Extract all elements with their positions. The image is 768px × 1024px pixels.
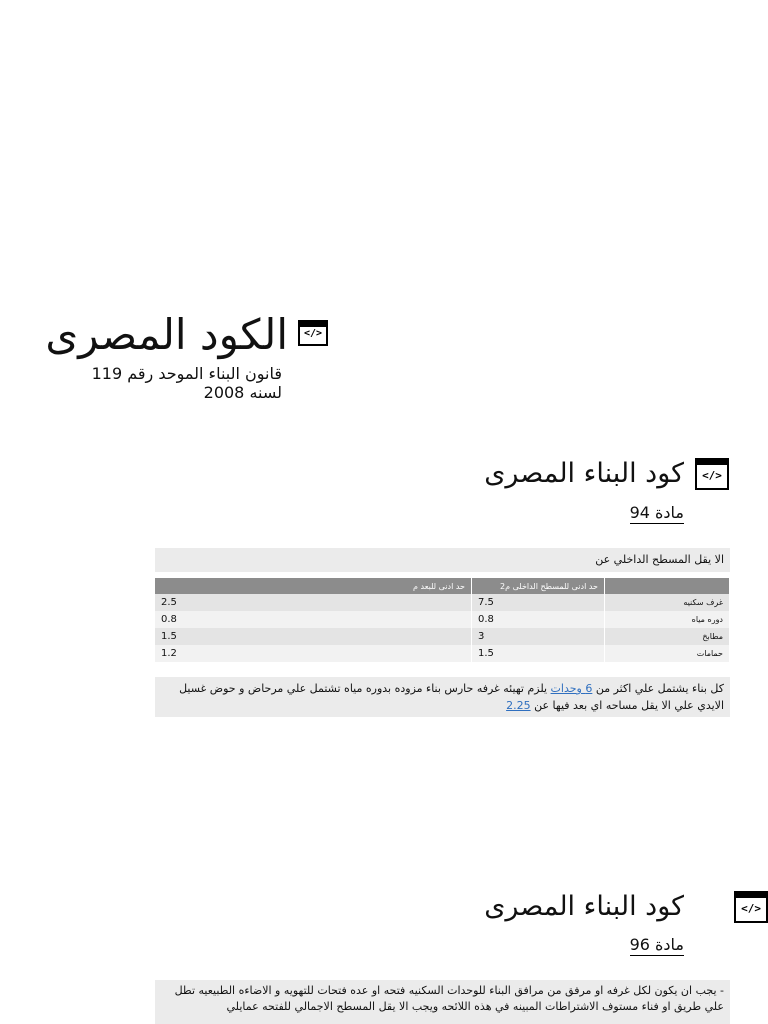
units-link[interactable]: 6 وحدات bbox=[550, 682, 593, 695]
table-cell: 0.8 bbox=[472, 611, 605, 628]
table-cell: 2.5 bbox=[155, 594, 472, 611]
table-cell: غرف سكنيه bbox=[605, 594, 730, 611]
table-cell: 1.5 bbox=[472, 645, 605, 662]
table-row bbox=[155, 628, 730, 645]
table-cell: 3 bbox=[472, 628, 605, 645]
cover-title-block bbox=[45, 310, 336, 360]
section2-text-line2: علي طريق او فناء مستوف الاشتراطات المبينه في هذه اللائحه ويجب الا يقل المسطح الاجمالي للفتحه عمايلي bbox=[226, 1000, 724, 1013]
section2-text-line1: - يجب ان يكون لكل غرفه او مرفق من مرافق البناء للوحدات السكنيه فتحه او عده فتحات للتهويه و الاضاءه الطبيعيه تطل bbox=[174, 984, 724, 997]
table-cell: 7.5 bbox=[472, 594, 605, 611]
section1-note-text-2: يلزم تهيئه غرفه حارس بناء مزوده بدوره مياه تشتمل علي مرحاض و حوض غسيل الايدي علي الا يقل مساحه اي بعد فيها عن bbox=[179, 682, 724, 712]
table-row bbox=[155, 594, 730, 611]
table-cell: مطابخ bbox=[605, 628, 730, 645]
table-row bbox=[155, 645, 730, 662]
code-window-icon: </> bbox=[695, 458, 729, 490]
code-window-icon: </> bbox=[734, 891, 768, 923]
table-cell: حمامات bbox=[605, 645, 730, 662]
table-header-cell bbox=[605, 578, 730, 594]
section1-title: كود البناء المصرى bbox=[484, 458, 684, 489]
table-header-row bbox=[155, 578, 730, 594]
cover-subtitle-line1: قانون البناء الموحد رقم 119 bbox=[91, 364, 282, 383]
cover-title: الكود المصرى bbox=[45, 310, 288, 359]
table-header-cell: حد ادنى للمسطح الداخلى م2 bbox=[472, 578, 605, 594]
section1-note-text-1: كل بناء يشتمل علي اكثر من bbox=[592, 682, 724, 695]
cover-subtitle-line2: لسنه 2008 bbox=[203, 383, 282, 402]
table-cell: دوره مياه bbox=[605, 611, 730, 628]
section2-article-number[interactable]: مادة 96 bbox=[629, 935, 684, 954]
section1-table-wrapper bbox=[155, 578, 730, 662]
table-cell: 1.5 bbox=[155, 628, 472, 645]
section2-title: كود البناء المصرى bbox=[484, 891, 684, 922]
section1-intro-text: الا يقل المسطح الداخلي عن bbox=[595, 553, 724, 566]
code-window-icon: </> bbox=[298, 320, 328, 346]
section1-note bbox=[155, 677, 730, 717]
section2-text bbox=[155, 980, 730, 1024]
table-cell: 1.2 bbox=[155, 645, 472, 662]
table-cell: 0.8 bbox=[155, 611, 472, 628]
area-requirements-table bbox=[155, 578, 730, 662]
area-link[interactable]: 2.25 bbox=[506, 699, 531, 712]
table-header-cell: حد ادنى للبعد م bbox=[155, 578, 472, 594]
table-row bbox=[155, 611, 730, 628]
section1-intro bbox=[155, 548, 730, 572]
cover-subtitle bbox=[90, 364, 282, 402]
section1-article-number[interactable]: مادة 94 bbox=[629, 503, 684, 522]
